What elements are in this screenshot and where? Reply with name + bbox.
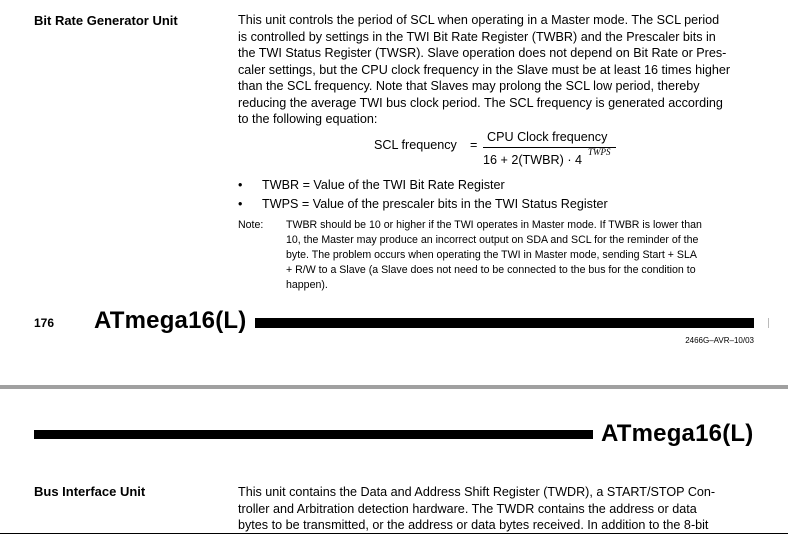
paragraph-line: is controlled by settings in the TWI Bit Rate Register (TWBR) and the Prescaler bits in: [238, 29, 716, 44]
bullet-twbr: TWBR = Value of the TWI Bit Rate Register: [262, 178, 505, 192]
bullet-symbol: •: [238, 178, 243, 192]
paragraph-line: This unit controls the period of SCL when operating in a Master mode. The SCL period: [238, 13, 720, 27]
equation-equals: =: [470, 138, 478, 152]
note-line: happen).: [286, 279, 328, 291]
paragraph-line: This unit contains the Data and Address Shift Register (TWDR), a START/STOP Con-: [238, 485, 716, 499]
paragraph-line: than the SCL frequency. Note that Slaves may prolong the SCL low period, thereby: [238, 79, 700, 93]
paragraph-line: the TWI Status Register (TWSR). Slave operation does not depend on Bit Rate or Pres-: [238, 46, 727, 60]
note-line: byte. The problem occurs when operating the TWI in Master mode, sending Start + SLA: [286, 249, 697, 261]
paragraph-line: to the following equation:: [238, 112, 378, 126]
equation-exponent: TWPS: [588, 147, 611, 157]
doc-code: 2466G–AVR–10/03: [685, 336, 754, 345]
equation-lhs: SCL frequency: [374, 138, 457, 152]
bullet-twps: TWPS = Value of the prescaler bits in the TWI Status Register: [262, 197, 608, 211]
note-line: + R/W to a Slave (a Slave does not need to be connected to the bus for the condition to: [286, 264, 696, 276]
section-heading-bit-rate: Bit Rate Generator Unit: [34, 13, 178, 28]
equation-numerator: CPU Clock frequency: [487, 130, 608, 144]
bottom-rule: [0, 533, 788, 534]
header-bar: [34, 430, 593, 439]
paragraph-line: reducing the average TWI bus clock period. The SCL frequency is generated according: [238, 95, 723, 110]
note-label: Note:: [238, 219, 264, 231]
equation-denominator: 16 + 2(TWBR) · 4: [483, 153, 583, 167]
bus-interface-paragraph: [238, 484, 753, 534]
note-line: 10, the Master may produce an incorrect output on SDA and SCL for the reminder of the: [286, 234, 699, 246]
bullet-symbol: •: [238, 197, 243, 211]
paragraph-line: bytes to be transmitted, or the address or data bytes received. In addition to the 8-bit: [238, 518, 709, 532]
page-number: 176: [34, 316, 55, 330]
header-title: ATmega16(L): [601, 420, 754, 447]
footer-bar-tick: [768, 318, 769, 328]
paragraph-line: troller and Arbitration detection hardware. The TWDR contains the address or data: [238, 501, 697, 516]
bit-rate-paragraph: [238, 12, 753, 128]
paragraph-line: caler settings, but the CPU clock frequency in the Slave must be at least 16 times higher: [238, 62, 731, 77]
note-text: [286, 218, 753, 293]
page-separator: [0, 385, 788, 389]
note-line: TWBR should be 10 or higher if the TWI operates in Master mode. If TWBR is lower than: [286, 219, 702, 231]
footer-bar: [255, 318, 754, 328]
footer-title: ATmega16(L): [94, 307, 247, 334]
section-heading-bus-interface: Bus Interface Unit: [34, 484, 146, 499]
